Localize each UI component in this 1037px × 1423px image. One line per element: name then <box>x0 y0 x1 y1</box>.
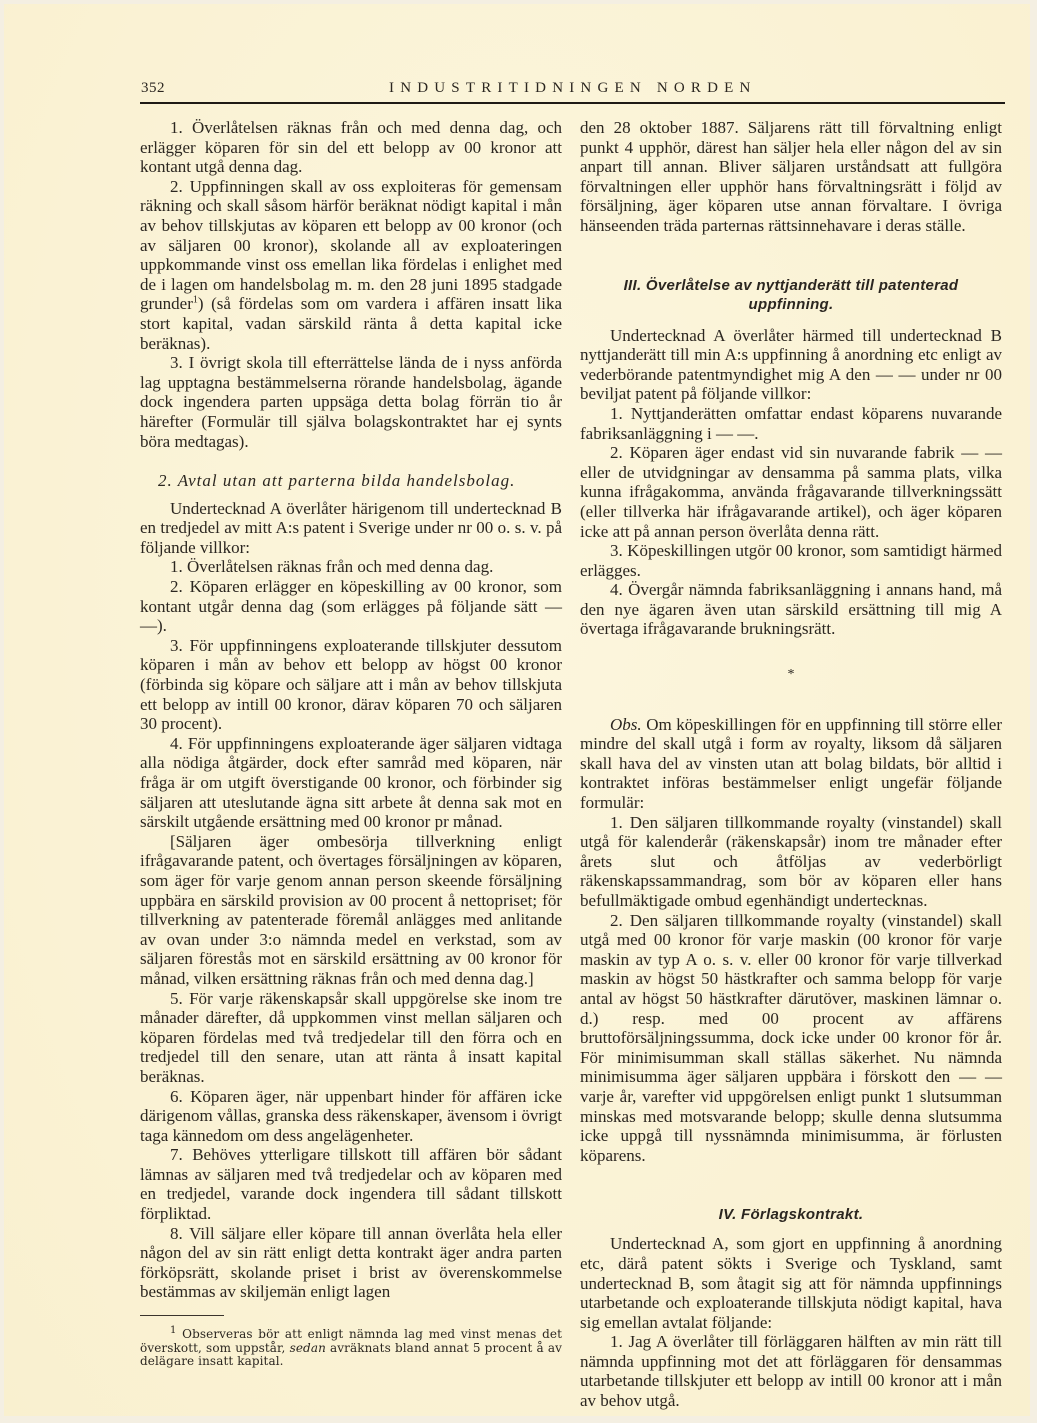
list-item: 6. Köparen äger, när uppenbart hinder för affären icke därigenom vållas, granska dess räkenskaper, ävensom i övrigt taga kännedom om dess angelägenheter. <box>140 1086 562 1145</box>
paragraph: 3. I övrigt skola till efterrättelse lända de i nyss anförda lag upptagna bestämmelserna rörande handelsbolag, ägande dock ingendera parten uppsäga detta bolag förrän tio år härefter (Formulär till själva bolagskontraktet har ej synts böra medtagas). <box>140 353 562 451</box>
list-item: 1. Jag A överlåter till förläggaren hälften av min rätt till nämnda uppfinning mot det att förläggaren för densammas utarbetande tillskjuter ett belopp av intill 00 kronor att i mån av behov utgå. <box>580 1332 1002 1411</box>
list-item: 5. För varje räkenskapsår skall uppgörelse ske inom tre månader därefter, då uppkommen vinst mellan säljaren och köparen fördelas med två tredjedelar till den förra och en tredjedel till den senare, utan att ränta å insatt kapital beräknas. <box>140 988 562 1086</box>
section-heading: uppfinning. <box>748 295 834 313</box>
list-item: 1. Nyttjanderätten omfattar endast köparens nuvarande fabriksanläggning i — —. <box>580 403 1002 443</box>
list-item: 1. Överlåtelsen räknas från och med denna dag. <box>170 557 494 577</box>
footnote-rule <box>140 1315 224 1316</box>
list-item: 4. För uppfinningens exploaterande äger säljaren vidtaga alla nödiga åtgärder, dock efter samråd med köparen, när fråga är om utgift överstigande 00 kronor, och förbinder sig säljaren att uteslutande ägna sitt arbete åt denna sak mot en särskilt utgående ersättning med 00 kronor pr månad. <box>140 733 562 832</box>
paragraph: Undertecknad A, som gjort en uppfinning å anordning etc, därå patent sökts i Sverige och Tyskland, samt undertecknad B, som åtagit sig att för nämnda uppfinnings utarbetande och exploaterande tillskjuta nödigt kapital, hava sig emellan avtalat följande: <box>580 1234 1002 1332</box>
list-item: [Säljaren äger ombesörja tillverkning enligt ifrågavarande patent, och övertages försäljningen av köparen, som äger för varje genom annan person skeende försäljning uppbära en särskild provision av 00 procent å nettopriset; för tillverkning av patenterade föremål anlägges med anlitande av ovan under 3:o nämnda medel en verkstad, som av säljaren förestås mot en särskild ersättning av 00 kronor för månad, vilken ersättning räknas från och med denna dag.] <box>140 831 562 988</box>
left-column <box>140 118 562 1369</box>
list-item: 4. Övergår nämnda fabriksanläggning i annans hand, må den nye ägaren även utan särskild ersättning till mig A övertaga ifrågavarande brukningsrätt. <box>580 580 1002 639</box>
list-item: 3. Köpeskillingen utgör 00 kronor, som samtidigt härmed erlägges. <box>580 541 1002 580</box>
list-item: 3. För uppfinningens exploaterande tillskjuter dessutom köparen i mån av behov ett belopp av högst 00 kronor (förbinda sig köpare och säljare att i mån av behov tillskjuta ett belopp av intill 00 kronor, därav köparen 70 och säljaren 30 procent). <box>140 635 562 734</box>
section-heading: IV. Förlagskontrakt. <box>718 1206 864 1224</box>
paragraph: Obs. Om köpeskillingen för en uppfinning till större eller mindre del skall utgå i form av royalty, liksom då säljaren skall hava del av vinsten utan att bolag bildats, bör alltid i kontraktet införas bestämmelser enligt ungefär följande formulär: <box>580 714 1002 813</box>
footnote: $^1$ Observeras bör att enligt nämnda lag med vinst menas det överskott, som uppstår, sedan avräknats bland annat 5 procent å av delägare insatt kapital. <box>140 1325 562 1369</box>
section-separator: * <box>787 667 795 683</box>
list-item: 2. Den säljaren tillkommande royalty (vinstandel) skall utgå med 00 kronor för varje maskin (00 kronor för varje maskin av typ A o. s. v. eller 00 kronor för varje tillverkad maskin av högst 50 hästkrafter och samma belopp för varje antal av högst 50 hästkrafter därutöver, maskinen lämnar o. d.) resp. med 00 procent av affärens bruttoförsäljningssumma, dock icke under 00 kronor för år. För minimisumman skall ställas säkerhet. Nu nämnda minimisumma äger säljaren uppbära i förskott den — — varje år, varefter vid uppgörelsen enligt punkt 1 slutsumman minskas med motsvarande belopp; skulle denna slutsumma icke uppgå till nyssnämnda minimisumma, är förlusten köparens. <box>580 910 1002 1165</box>
section-heading: 2. Avtal utan att parterna bilda handelsbolag. <box>158 471 516 491</box>
header-rule <box>140 102 1005 104</box>
running-header <box>139 78 1005 100</box>
paragraph: Undertecknad A överlåter härigenom till undertecknad B en tredjedel av mitt A:s patent i Sverige under nr 00 o. s. v. på följande villkor: <box>140 498 562 557</box>
list-item: 1. Den säljaren tillkommande royalty (vinstandel) skall utgå för kalenderår (räkenskapsår) inom tre månader efter årets slut och åtföljas av vederbörligt räkenskapssammandrag, som bör av köparen eller hans befullmäktigade ombud egenhändigt undertecknas. <box>580 812 1002 910</box>
page-number: 352 <box>141 80 165 96</box>
paragraph: Undertecknad A överlåter härmed till undertecknad B nyttjanderätt till min A:s uppfinning å anordning etc enligt av vederbörande patentmyndighet mig A den — — under nr 00 beviljat patent på följande villkor: <box>580 325 1002 404</box>
paragraph: 2. Uppfinningen skall av oss exploiteras för gemensam räkning och skall såsom härför beräknat nödigt kapital i mån av behov tillskjutas av köparen ett belopp av 00 kronor (och av säljaren 00 kronor), skolande all av exploateringen uppkommande vinst oss emellan lika fördelas i enlighet med de i lagen om handelsbolag m. m. den 28 juni 1895 stadgade grunder$^1$) (så fördelas som om vardera i affären insatt lika stort kapital, vadan särskild ränta å detta kapital icke beräknas). <box>140 176 562 353</box>
list-item: 2. Köparen erlägger en köpeskilling av 00 kronor, som kontant utgår denna dag (som erlägges på följande sätt — —). <box>140 577 562 636</box>
list-item: 8. Vill säljare eller köpare till annan överlåta hela eller någon del av sin rätt enligt detta kontrakt äger andra parten förköpsrätt, skolande priset i brist av överenskommelse bestämmas av skiljemän enligt lagen <box>140 1223 562 1302</box>
footnote-mark: 1 <box>170 1325 177 1337</box>
right-column <box>580 118 1002 1411</box>
journal-page <box>4 4 1030 1416</box>
list-item: 2. Köparen äger endast vid sin nuvarande fabrik — — eller de utvidgningar av densamma på samma plats, vilka kunna ifrågakomma, använda frågavarande tillverkningssätt (eller tillverka här ifrågavarande artikel), och äger köparen icke att på annan person överlåta denna rätt. <box>580 443 1002 541</box>
obs-label: Obs. <box>610 714 642 734</box>
emphasis: sedan <box>289 1340 326 1355</box>
journal-title: INDUSTRITIDNINGEN NORDEN <box>389 80 757 96</box>
paragraph: den 28 oktober 1887. Säljarens rätt till förvaltning enligt punkt 4 upphör, därest han säljer hela eller någon del av sin anpart till annan. Bliver säljaren urståndsatt att fullgöra förvaltningen eller upphör hans förvaltningsrätt i följd av försäljning, äger köparen utse annan förvaltare. I övriga hänseenden träda parternas rättsinnehavare i deras ställe. <box>580 118 1002 235</box>
paragraph: 1. Överlåtelsen räknas från och med denna dag, och erlägger köparen för sin del ett belopp av 00 kronor att kontant utgå denna dag. <box>140 118 562 177</box>
footnote-reference[interactable]: 1 <box>192 294 198 306</box>
section-heading: III. Överlåtelse av nyttjanderätt till patenterad <box>623 276 959 294</box>
list-item: 7. Behöves ytterligare tillskott till affären bör sådant lämnas av säljaren med två tredjedelar och av köparen med en tredjedel, varande dock ingendera till sådant tillskott förpliktad. <box>140 1145 562 1224</box>
